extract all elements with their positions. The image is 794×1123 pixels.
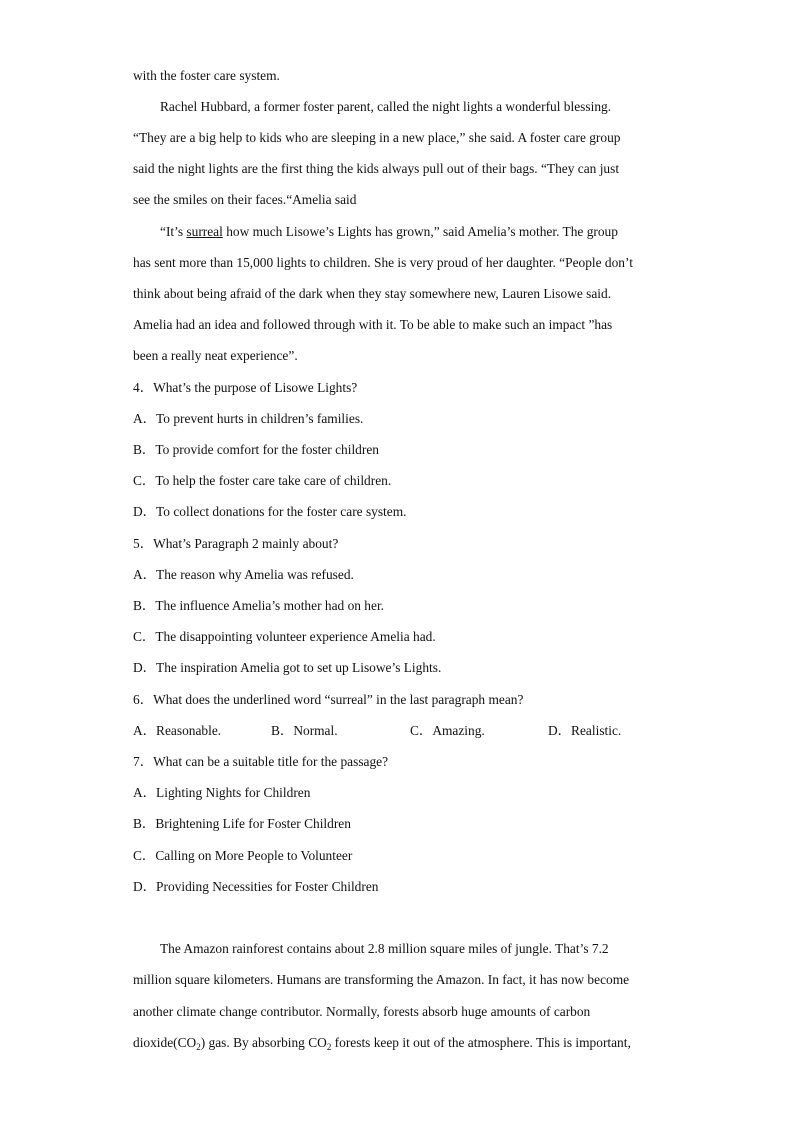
option-5d: D．The inspiration Amelia got to set up Lisowe’s Lights. bbox=[133, 660, 442, 675]
passage-line: said the night lights are the first thing the kids always pull out of their bags. “They can just bbox=[133, 161, 620, 176]
option-4c: C．To help the foster care take care of children. bbox=[133, 473, 392, 488]
passage-line: with the foster care system. bbox=[133, 68, 280, 83]
question-5: 5．What’s Paragraph 2 mainly about? bbox=[133, 536, 339, 551]
passage-line: “They are a big help to kids who are sleeping in a new place,” she said. A foster care group bbox=[133, 130, 621, 145]
passage-line: The Amazon rainforest contains about 2.8 million square miles of jungle. That’s 7.2 bbox=[160, 941, 609, 956]
passage-line bbox=[133, 1035, 631, 1051]
option-4a: A．To prevent hurts in children’s families. bbox=[133, 411, 364, 426]
passage-line: been a really neat experience”. bbox=[133, 348, 298, 363]
option-7d: D．Providing Necessities for Foster Children bbox=[133, 879, 379, 894]
passage-line bbox=[160, 224, 618, 240]
subscript: 2 bbox=[326, 1042, 332, 1052]
option-6a: A．Reasonable. bbox=[133, 723, 222, 738]
option-5c: C．The disappointing volunteer experience Amelia had. bbox=[133, 629, 436, 644]
text-run: how much Lisowe’s Lights has grown,” said Amelia’s mother. The group bbox=[222, 224, 618, 239]
passage-line: Rachel Hubbard, a former foster parent, called the night lights a wonderful blessing. bbox=[160, 99, 612, 114]
option-6b: B．Normal. bbox=[271, 723, 338, 738]
option-4b: B．To provide comfort for the foster children bbox=[133, 442, 379, 457]
underlined-word: surreal bbox=[186, 224, 223, 239]
subscript: 2 bbox=[196, 1042, 201, 1052]
passage-line: million square kilometers. Humans are transforming the Amazon. In fact, it has now become bbox=[133, 972, 630, 987]
option-6d: D．Realistic. bbox=[548, 723, 622, 738]
option-7c: C．Calling on More People to Volunteer bbox=[133, 848, 353, 863]
passage-line: another climate change contributor. Normally, forests absorb huge amounts of carbon bbox=[133, 1004, 591, 1019]
option-7a: A．Lighting Nights for Children bbox=[133, 785, 311, 800]
text-run: “It’s bbox=[160, 224, 187, 239]
option-7b: B．Brightening Life for Foster Children bbox=[133, 816, 351, 831]
option-5b: B．The influence Amelia’s mother had on her. bbox=[133, 598, 385, 613]
text-run: dioxide(CO bbox=[133, 1035, 197, 1050]
text-run: ) gas. By absorbing CO bbox=[200, 1035, 327, 1050]
question-4: 4．What’s the purpose of Lisowe Lights? bbox=[133, 380, 358, 395]
passage-line: think about being afraid of the dark when they stay somewhere new, Lauren Lisowe said. bbox=[133, 286, 612, 301]
option-5a: A．The reason why Amelia was refused. bbox=[133, 567, 354, 582]
passage-line: Amelia had an idea and followed through with it. To be able to make such an impact ”has bbox=[133, 317, 613, 332]
option-4d: D．To collect donations for the foster care system. bbox=[133, 504, 407, 519]
option-6c: C．Amazing. bbox=[410, 723, 485, 738]
passage-line: has sent more than 15,000 lights to children. She is very proud of her daughter. “People don’t bbox=[133, 255, 633, 270]
text-run: forests keep it out of the atmosphere. This is important, bbox=[331, 1035, 631, 1050]
question-6: 6．What does the underlined word “surreal” in the last paragraph mean? bbox=[133, 692, 524, 707]
question-7: 7．What can be a suitable title for the passage? bbox=[133, 754, 389, 769]
passage-line: see the smiles on their faces.“Amelia said bbox=[133, 192, 357, 207]
